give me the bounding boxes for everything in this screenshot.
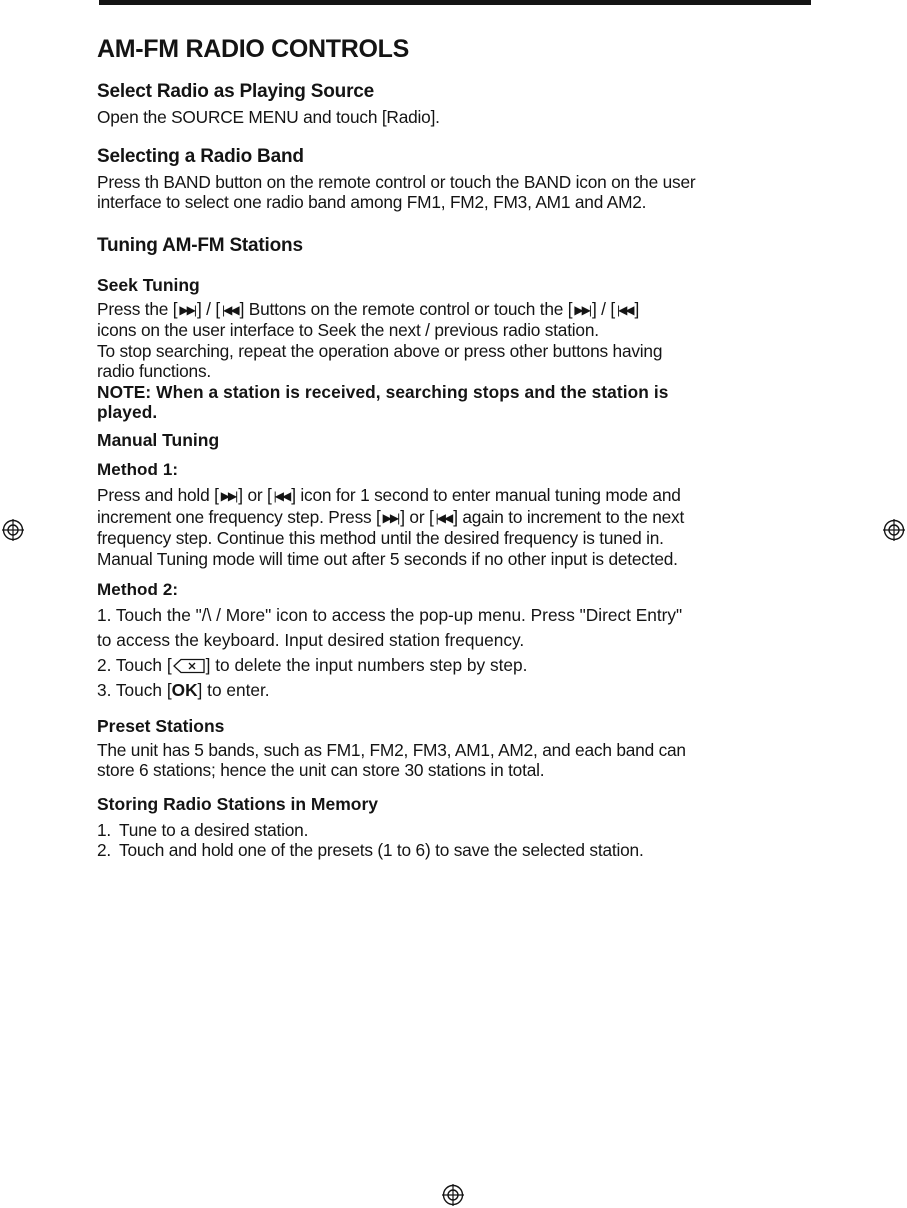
list-item: 2. Touch and hold one of the presets (1 to 6) to save the selected station.	[97, 840, 644, 860]
text-method1-line1: Press and hold [ ▶▶| ] or [ |◀◀ ] icon for 1 second to enter manual tuning mode and	[97, 485, 681, 505]
text-method1-line2: increment one frequency step. Press [ ▶▶| ] or [ |◀◀ ] again to increment to the next	[97, 506, 685, 527]
top-rule	[99, 0, 811, 5]
text-select-band-line2: interface to select one radio band among FM1, FM2, FM3, AM1 and AM2.	[97, 192, 647, 212]
previous-track-icon: |◀◀	[435, 510, 452, 525]
text-seek-line3: To stop searching, repeat the operation above or press other buttons having	[97, 340, 663, 361]
ok-label: OK	[171, 679, 198, 700]
heading-storing-stations: Storing Radio Stations in Memory	[97, 793, 378, 814]
registration-mark-icon	[442, 1184, 464, 1206]
previous-track-icon: |◀◀	[222, 302, 238, 317]
list-item: 1. Tune to a desired station.	[97, 819, 309, 840]
heading-select-band: Selecting a Radio Band	[97, 145, 304, 167]
text-method2-step1-line2: to access the keyboard. Input desired station frequency.	[97, 629, 525, 650]
previous-track-icon: |◀◀	[616, 302, 633, 317]
next-track-icon: ▶▶|	[574, 302, 590, 317]
text-seek-line4: radio functions.	[97, 361, 211, 381]
next-track-icon: ▶▶|	[382, 510, 399, 525]
text-seek-line2: icons on the user interface to Seek the next / previous radio station.	[97, 320, 599, 340]
text-method1-line4: Manual Tuning mode will time out after 5 seconds if no other input is detected.	[97, 548, 678, 569]
heading-seek-tuning: Seek Tuning	[97, 274, 200, 295]
text-preset-line1: The unit has 5 bands, such as FM1, FM2, FM3, AM1, AM2, and each band can	[97, 739, 686, 760]
seek-note-line1: NOTE: When a station is received, searching stops and the station is	[97, 381, 669, 402]
page-title: AM-FM RADIO CONTROLS	[97, 35, 410, 63]
heading-method1: Method 1:	[97, 459, 179, 479]
registration-mark-icon	[883, 519, 905, 541]
heading-select-radio: Select Radio as Playing Source	[97, 81, 374, 102]
next-track-icon: ▶▶|	[220, 489, 237, 503]
seek-note-line2: played.	[97, 402, 158, 422]
registration-mark-icon	[2, 519, 24, 541]
previous-track-icon: |◀◀	[273, 489, 290, 503]
heading-manual-tuning: Manual Tuning	[97, 429, 220, 450]
text-seek-line1: Press the [ ▶▶| ] / [ |◀◀ ] Buttons on the remote control or touch the [ ▶▶| ] / [ |◀◀ ]	[97, 298, 640, 319]
text-select-radio: Open the SOURCE MENU and touch [Radio].	[97, 107, 440, 127]
text-method2-step3: 3. Touch [OK] to enter.	[97, 679, 270, 700]
text-method2-step1-line1: 1. Touch the "/\ / More" icon to access the pop-up menu. Press "Direct Entry"	[97, 604, 683, 625]
next-track-icon: ▶▶|	[179, 302, 195, 317]
page-content	[97, 30, 809, 861]
text-preset-line2: store 6 stations; hence the unit can store 30 stations in total.	[97, 760, 545, 780]
heading-tuning: Tuning AM-FM Stations	[97, 234, 303, 256]
text-method1-line3: frequency step. Continue this method until the desired frequency is tuned in.	[97, 528, 664, 548]
backspace-delete-icon	[173, 658, 205, 674]
text-select-band-line1: Press th BAND button on the remote control or touch the BAND icon on the user	[97, 171, 696, 192]
heading-preset-stations: Preset Stations	[97, 715, 225, 736]
text-method2-step2: 2. Touch [ ] to delete the input numbers step by step.	[97, 654, 528, 675]
heading-method2: Method 2:	[97, 580, 179, 599]
